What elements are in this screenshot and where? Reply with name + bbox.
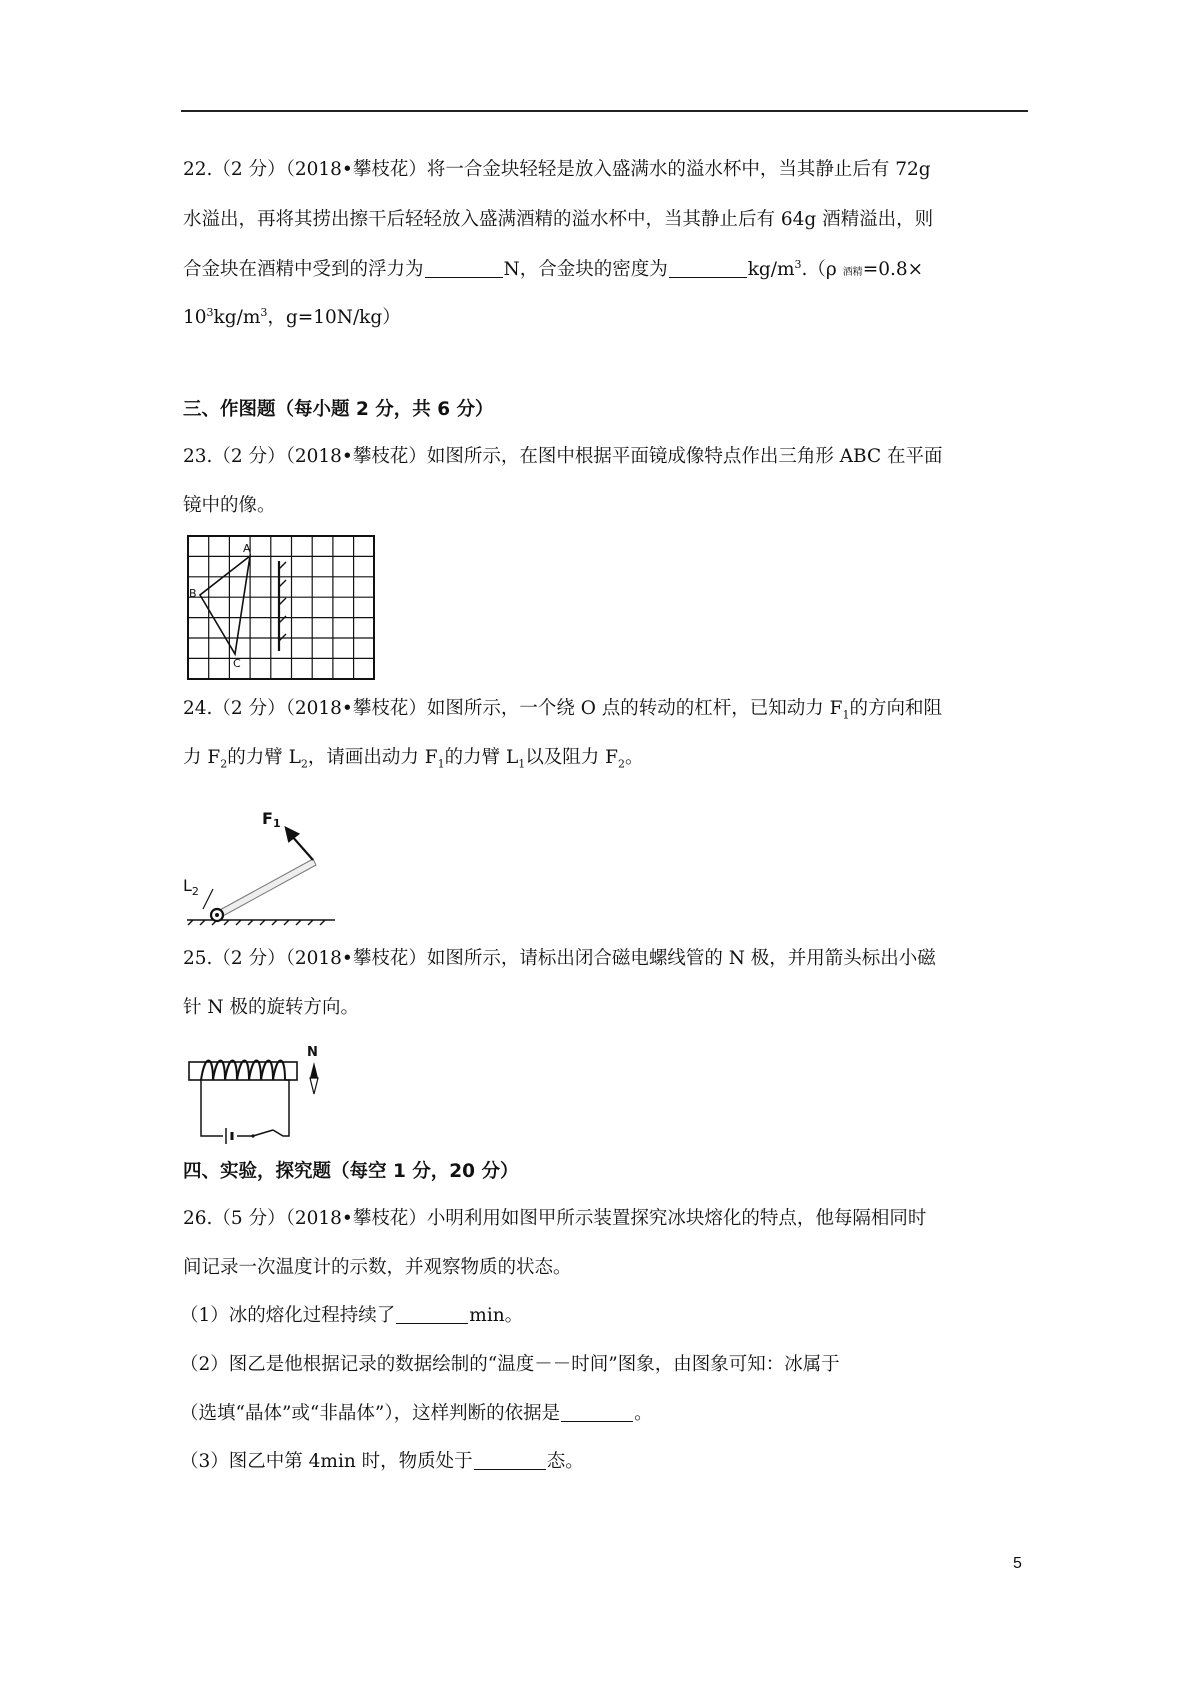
q22-text: 10 [183, 307, 207, 328]
section-4-heading: 四、实验，探究题（每空 1 分，20 分） [183, 1161, 519, 1182]
force-f1-arrow [286, 828, 313, 860]
point-label-b: B [189, 587, 197, 600]
switch-contact [251, 1134, 254, 1137]
q22-line-1: 22.（2 分）（2018•攀枝花）将一合金块轻轻是放入盛满水的溢水杯中，当其静止后有 72g [183, 159, 931, 180]
q24-text: 以及阻力 F [525, 747, 618, 768]
switch [253, 1130, 273, 1136]
subscript: 2 [618, 757, 625, 771]
point-label-c: C [233, 657, 241, 670]
superscript: 3 [794, 257, 802, 271]
battery [226, 1128, 232, 1144]
q24-text: 的力臂 L [444, 747, 519, 768]
circuit-wire [201, 1080, 289, 1136]
q26-line-2: 间记录一次温度计的示数，并观察物质的状态。 [183, 1257, 572, 1278]
q22-text: N，合金块的密度为 [503, 259, 668, 280]
q24-text: ，请画出动力 F [307, 747, 438, 768]
subscript: 1 [437, 757, 445, 771]
solenoid-coil [201, 1061, 285, 1081]
q24-line-1 [183, 697, 942, 721]
q22-text: kg/m [747, 259, 795, 280]
q25-line-2: 针 N 极的旋转方向。 [183, 997, 359, 1018]
q22-text: kg/m [213, 307, 261, 328]
pivot-center [215, 913, 219, 917]
q26-text: （3）图乙中第 4min 时，物质处于 [180, 1451, 473, 1472]
subscript: 1 [842, 708, 850, 722]
q22-line-3 [183, 258, 923, 285]
q26-text: 。 [634, 1403, 653, 1424]
page-number: 5 [1013, 1555, 1022, 1572]
q22-line-2: 水溢出，再将其捞出擦干后轻轻放入盛满酒精的溢水杯中，当其静止后有 64g 酒精溢出，则 [183, 209, 934, 230]
answer-blank[interactable] [474, 1451, 546, 1470]
q24-text: 24.（2 分）（2018•攀枝花）如图所示，一个绕 O 点的转动的杠杆，已知动力 F [183, 698, 843, 719]
compass-needle [310, 1062, 318, 1094]
mirror-grid-figure [187, 535, 375, 680]
subscript-label: 酒精 [842, 267, 863, 278]
q26-part-3 [180, 1450, 584, 1474]
q24-text: 。 [625, 747, 644, 768]
q26-text: （1）冰的熔化过程持续了 [180, 1305, 396, 1326]
solenoid-figure [183, 1040, 333, 1145]
q26-part-2-cont [180, 1402, 653, 1426]
q22-line-4 [183, 306, 401, 330]
answer-blank[interactable] [396, 1305, 468, 1324]
q26-part-2: （2）图乙是他根据记录的数据绘制的“温度－－时间”图象，由图象可知：冰属于 [180, 1354, 840, 1375]
q22-text: .（ρ [801, 259, 843, 280]
q23-line-2: 镜中的像。 [183, 495, 276, 516]
q22-text: 合金块在酒精中受到的浮力为 [183, 259, 424, 280]
q22-text: =0.8× [862, 259, 924, 280]
answer-blank[interactable] [561, 1403, 633, 1422]
answer-blank[interactable] [425, 259, 503, 278]
ground [187, 920, 335, 925]
q26-text: min。 [469, 1305, 524, 1326]
q26-text: 态。 [546, 1451, 584, 1472]
section-3-heading: 三、作图题（每小题 2 分，共 6 分） [183, 399, 494, 420]
q23-line-1: 23.（2 分）（2018•攀枝花）如图所示，在图中根据平面镜成像特点作出三角形 ABC 在平面 [183, 446, 943, 467]
q24-text: 的方向和阻 [849, 698, 942, 719]
l2-label-sub: 2 [191, 885, 199, 898]
q24-text: 力 F [183, 747, 221, 768]
superscript: 3 [260, 305, 268, 319]
q24-text: 的力臂 L [227, 747, 301, 768]
q22-text: ，g=10N/kg） [267, 307, 401, 328]
arm-l2-line [203, 889, 213, 909]
subscript: 1 [518, 757, 526, 771]
q24-line-2 [183, 746, 644, 770]
f1-label-sub: 1 [272, 817, 281, 830]
subscript: 2 [220, 757, 228, 771]
n-pole-label: N [307, 1045, 318, 1060]
point-label-a: A [243, 542, 251, 555]
superscript: 3 [206, 305, 214, 319]
q25-line-1: 25.（2 分）（2018•攀枝花）如图所示，请标出闭合磁电螺线管的 N 极，并用箭头标出小磁 [183, 948, 936, 969]
l2-label [183, 876, 199, 898]
lever-bar [218, 859, 316, 917]
f1-label [262, 809, 281, 830]
l2-label-text: L [183, 876, 192, 895]
answer-blank[interactable] [669, 259, 747, 278]
triangle-abc [200, 556, 250, 654]
f1-label-text: F [262, 809, 273, 828]
lever-figure [185, 787, 345, 927]
header-rule [181, 110, 1028, 112]
q26-part-1 [180, 1304, 523, 1328]
q26-text: （选填“晶体”或“非晶体”），这样判断的依据是 [180, 1403, 561, 1424]
subscript: 2 [300, 757, 308, 771]
q26-line-1: 26.（5 分）（2018•攀枝花）小明利用如图甲所示装置探究冰块熔化的特点，他每隔相同时 [183, 1208, 927, 1229]
